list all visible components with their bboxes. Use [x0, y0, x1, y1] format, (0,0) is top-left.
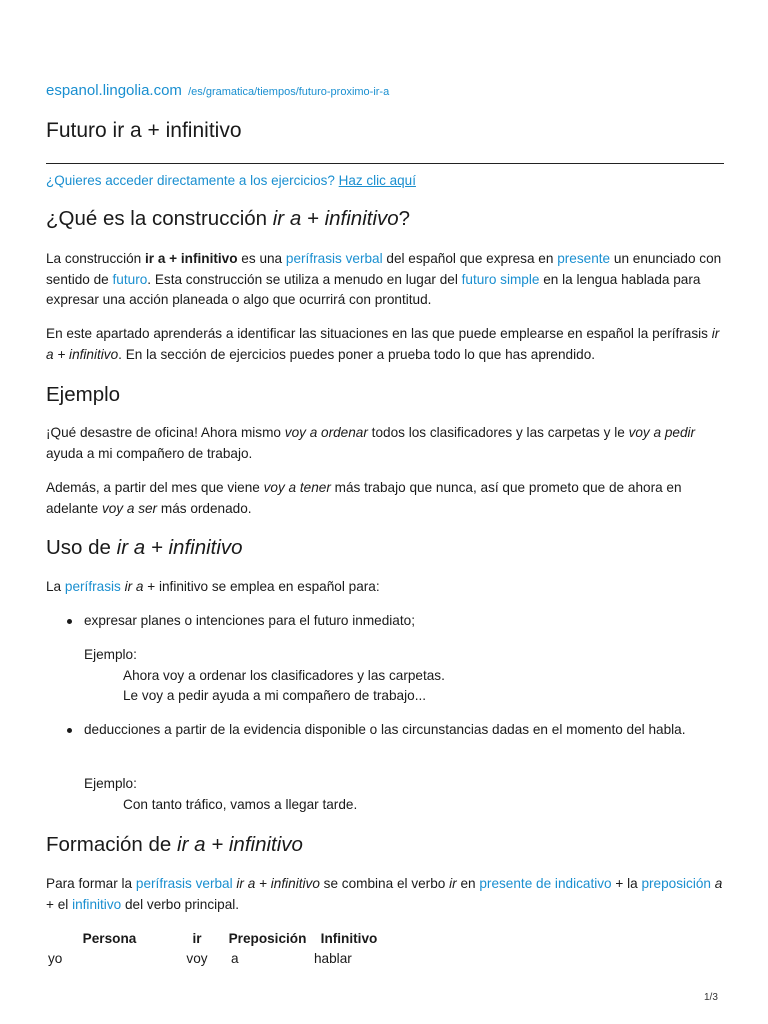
italic-text: voy a tener: [263, 480, 331, 495]
example-paragraph-2: [46, 478, 724, 519]
source-domain-link[interactable]: espanol.lingolia.com: [46, 82, 182, 99]
text-run: + infinitivo se emplea en español para:: [143, 579, 380, 594]
example-paragraph-1: [46, 423, 724, 464]
example-label: Ejemplo:: [84, 647, 137, 662]
text-run: más trabajo que nunca, así que prometo que de ahora en adelante: [46, 480, 682, 516]
text-run: Para formar la: [46, 876, 136, 891]
bullet-dot: [67, 619, 72, 624]
italic-text: ir a + infinitivo: [46, 326, 720, 362]
title-divider: [46, 163, 724, 164]
page-title: Futuro ir a + infinitivo: [46, 119, 242, 142]
table-cell: voy: [186, 951, 208, 966]
text-run: + la: [611, 876, 642, 891]
col-header-ir: ir: [192, 931, 202, 946]
italic-text: voy a pedir: [628, 425, 696, 440]
inline-link[interactable]: preposición: [641, 876, 711, 891]
exercises-prompt: [46, 173, 416, 188]
exercises-question: ¿Quieres acceder directamente a los ejercicios?: [46, 173, 335, 188]
inline-link[interactable]: perífrasis verbal: [135, 876, 233, 891]
text-run: es una: [237, 251, 286, 266]
text-run: del verbo principal.: [121, 896, 240, 912]
inline-link[interactable]: presente de indicativo: [479, 876, 612, 891]
what-paragraph-2: [46, 324, 724, 365]
italic-text: ir a: [124, 579, 144, 594]
text-run: ¡Qué desastre de oficina! Ahora mismo: [46, 425, 285, 440]
text-run: La: [46, 579, 65, 594]
list-item: expresar planes o intenciones para el futuro inmediato;: [84, 611, 724, 632]
col-header-preposicion: Preposición: [228, 931, 307, 946]
bold-text: ir a + infinitivo: [145, 251, 238, 266]
source-url[interactable]: [46, 82, 389, 99]
italic-text: ir a + infinitivo: [236, 876, 320, 891]
text-run: Además, a partir del mes que viene: [46, 480, 264, 495]
text-run: un enunciado con sentido de: [46, 251, 722, 287]
text-run: ayuda a mi compañero de trabajo.: [46, 445, 253, 461]
table-cell: hablar: [314, 951, 352, 966]
example-sentence: Ahora voy a ordenar los clasificadores y las carpetas.: [123, 667, 445, 683]
formation-paragraph: [46, 874, 724, 915]
inline-link[interactable]: futuro: [112, 271, 148, 287]
text-run: todos los clasificadores y las carpetas y le: [367, 425, 629, 440]
page-number: 1/3: [704, 992, 718, 1003]
example-block: [84, 645, 445, 707]
conjugation-table: [46, 929, 384, 969]
text-run: se combina el verbo: [319, 876, 450, 891]
example-sentence: Con tanto tráfico, vamos a llegar tarde.: [123, 796, 358, 812]
section-heading-example: Ejemplo: [46, 383, 121, 406]
what-paragraph-1: [46, 249, 724, 311]
inline-link[interactable]: infinitivo: [72, 896, 122, 912]
exercises-link[interactable]: Haz clic aquí: [338, 173, 416, 188]
col-header-infinitivo: Infinitivo: [320, 931, 378, 946]
text-run: La construcción: [46, 251, 145, 266]
text-run: . En la sección de ejercicios puedes poner a prueba todo lo que has aprendido.: [118, 346, 596, 362]
text-run: + el: [46, 896, 73, 912]
bullet-dot: [67, 728, 72, 733]
table-cell: yo: [48, 951, 63, 966]
text-run: . Esta construcción se utiliza a menudo en lugar del: [147, 271, 462, 287]
italic-text: voy a ordenar: [284, 425, 368, 440]
inline-link[interactable]: presente: [557, 251, 611, 266]
example-block: [84, 774, 357, 815]
text-run: en: [456, 876, 480, 891]
italic-text: voy a ser: [101, 500, 158, 516]
text-run: del español que expresa en: [382, 251, 558, 266]
example-sentence: Le voy a pedir ayuda a mi compañero de trabajo...: [123, 688, 427, 703]
use-intro: [46, 577, 724, 598]
text-run: En este apartado aprenderás a identificar las situaciones en las que puede emplearse en español la perífrasis: [46, 326, 712, 341]
source-path-link[interactable]: /es/gramatica/tiempos/futuro-proximo-ir-a: [188, 86, 390, 98]
inline-link[interactable]: perífrasis: [64, 579, 121, 594]
text-run: en la lengua hablada para expresar una acción planeada o algo que ocurrirá con prontitud.: [46, 271, 701, 307]
table-row: [46, 949, 384, 969]
italic-text: a: [714, 876, 723, 891]
italic-text: ir: [449, 876, 457, 891]
section-heading-use: Uso de ir a + infinitivo: [46, 536, 243, 559]
inline-link[interactable]: futuro simple: [461, 271, 540, 287]
example-label: Ejemplo:: [84, 776, 137, 791]
table-header-row: [46, 929, 384, 949]
inline-link[interactable]: perífrasis verbal: [285, 251, 383, 266]
text-run: más ordenado.: [157, 500, 252, 516]
table-cell: a: [231, 951, 239, 966]
col-header-persona: Persona: [82, 931, 137, 946]
section-heading-formation: Formación de ir a + infinitivo: [46, 833, 303, 856]
section-heading-what: ¿Qué es la construcción ir a + infinitivo?: [46, 207, 411, 230]
list-item: deducciones a partir de la evidencia disponible o las circunstancias dadas en el momento del habla.: [84, 720, 724, 741]
